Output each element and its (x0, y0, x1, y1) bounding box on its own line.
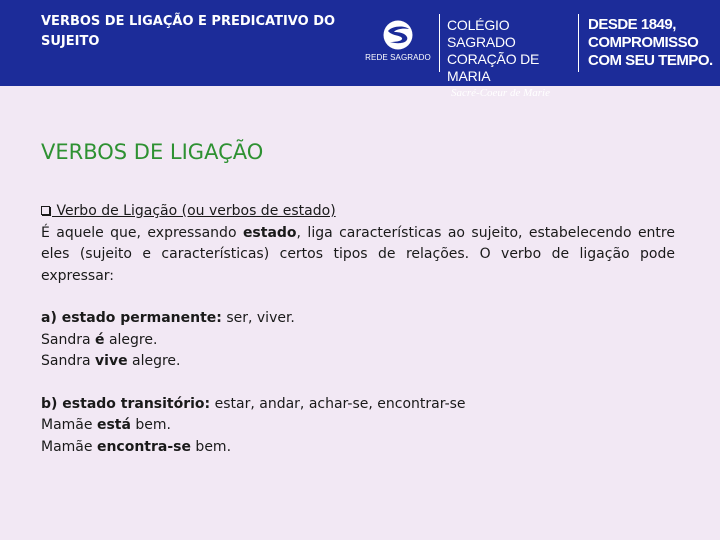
spacer (41, 287, 675, 308)
example-a-sentence (41, 351, 675, 373)
sentence-text: alegre. (104, 331, 158, 348)
example-a-label: a) estado permanente: (41, 310, 222, 326)
example-b-heading (41, 394, 675, 416)
definition-text: , liga características ao sujeito, estabelecendo entre eles (sujeito e características) certos tipos de relações. O verbo de ligação pode expressar: (41, 224, 675, 284)
definition-bold-term: estado (242, 224, 297, 241)
rede-sagrado-emblem-icon (383, 20, 413, 50)
tagline-line3: COM SEU TEMPO. (588, 52, 713, 69)
sentence-verb: está (96, 417, 131, 433)
section-heading: VERBOS DE LIGAÇÃO (41, 140, 264, 164)
school-name-line1: COLÉGIO SAGRADO (447, 17, 516, 50)
school-name-line3: Sacré-Coeur de Marie (451, 87, 550, 99)
example-a-sentence (41, 330, 675, 352)
example-b-verbs: estar, andar, achar-se, encontrar-se (210, 395, 466, 412)
example-b-label: b) estado transitório: (41, 395, 211, 412)
example-b-sentence (41, 437, 675, 459)
example-a-heading (41, 308, 675, 330)
tagline-line2: COMPROMISSO (588, 34, 699, 51)
sentence-verb: vive (95, 353, 128, 369)
sentence-text: alegre. (127, 353, 181, 369)
header-bar (0, 0, 720, 99)
tagline-line1: DESDE 1849, (588, 16, 676, 33)
definition-title (41, 201, 675, 223)
definition-title-text: Verbo de Ligação (ou verbos de estado) (52, 203, 336, 219)
tagline (588, 16, 716, 70)
definition-text: É aquele que, expressando (41, 224, 243, 241)
example-a-verbs: ser, viver. (221, 310, 295, 326)
sentence-verb: encontra-se (96, 438, 191, 455)
checkbox-bullet-icon (41, 206, 50, 215)
sentence-text: bem. (190, 438, 232, 455)
slide-content (41, 201, 675, 458)
rede-sagrado-logo (365, 20, 431, 72)
sentence-text: bem. (130, 417, 171, 433)
sentence-verb: é (95, 331, 105, 348)
example-b-sentence (41, 415, 675, 437)
header-divider (439, 14, 440, 72)
header-title: VERBOS DE LIGAÇÃO E PREDICATIVO DO SUJEITO (41, 14, 336, 49)
sentence-text: Sandra (41, 331, 96, 348)
definition-paragraph (41, 223, 675, 288)
sentence-text: Mamãe (41, 438, 97, 455)
header-divider (578, 14, 579, 72)
sentence-text: Sandra (41, 353, 96, 369)
sentence-text: Mamãe (41, 417, 97, 433)
spacer (41, 373, 675, 394)
logo-caption: REDE SAGRADO (365, 53, 431, 62)
school-name-line2: CORAÇÃO DE MARIA (447, 51, 540, 84)
school-name (447, 17, 575, 101)
